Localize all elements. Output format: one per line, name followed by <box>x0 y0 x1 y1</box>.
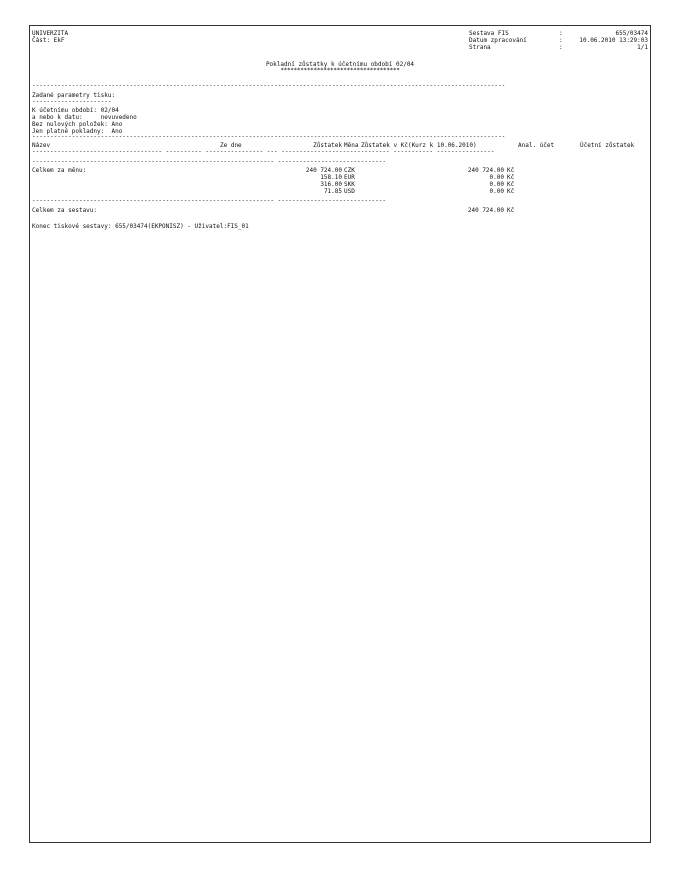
colon: : <box>559 30 563 37</box>
report-title: Pokladní zůstatky k účetnímu období 02/04 <box>265 61 415 68</box>
page-number: 1/1 <box>637 44 648 51</box>
report-label: Sestava FIS <box>469 30 509 37</box>
col-from-date: Ze dne <box>220 142 242 149</box>
param-line: Bez nulových položek: Ano <box>32 121 123 128</box>
org-name: UNIVERZITA <box>32 30 69 37</box>
separator: ----------------------------------------------------------------------------------------------------------------------------------- <box>32 83 506 89</box>
row-currency: CZK <box>344 167 355 174</box>
row-balance: 240 724.00 <box>305 167 342 174</box>
param-line: Jen platné pokladny: Ano <box>32 128 123 135</box>
report-page <box>29 25 651 843</box>
total-label: Celkem za sestavu: <box>32 207 98 214</box>
row-czk: 240 724.00 <box>467 167 504 174</box>
col-account-balance: Účetní zůstatek <box>580 142 635 149</box>
separator: ----------------------------------------------------------------------------------------------------------------------------------- <box>32 134 506 140</box>
title-underline: ************************************ <box>280 67 400 74</box>
row-currency: USD <box>344 188 355 195</box>
row-currency: EUR <box>344 174 355 181</box>
group-separator: ------------------------------------------------------------------- ------------------------------ <box>32 159 387 165</box>
col-balance-czk: Zůstatek v Kč(Kurz k 10.06.2010) <box>361 142 477 149</box>
row-czk: 0.00 <box>489 174 504 181</box>
row-unit: Kč <box>507 181 515 188</box>
params-heading-underline: ---------------------- <box>32 98 112 105</box>
param-line: K účetnímu období: 02/04 <box>32 107 119 114</box>
date-label: Datum zpracování <box>469 37 527 44</box>
colon: : <box>559 44 563 51</box>
row-balance: 158.10 <box>320 174 342 181</box>
col-currency: Měna <box>344 142 359 149</box>
report-number: 655/03474 <box>615 30 648 37</box>
row-currency: SKK <box>344 181 355 188</box>
row-unit: Kč <box>507 174 515 181</box>
org-unit: Část: EkF <box>32 37 65 44</box>
col-anal-account: Anal. účet <box>518 142 555 149</box>
column-underline: ------------------------------------ ---------- ---------------- --- ------------------------------ ----------- ---------------- <box>32 149 495 155</box>
colon: : <box>559 37 563 44</box>
total-separator: ------------------------------------------------------------------- ------------------------------ <box>32 198 387 204</box>
col-balance: Zůstatek <box>313 142 342 149</box>
group-label: Celkem za měnu: <box>32 167 87 174</box>
params-heading: Zadané parametry tisku: <box>32 92 116 99</box>
row-balance: 71.85 <box>323 188 342 195</box>
processing-date: 10.06.2010 13:29:03 <box>579 37 648 44</box>
row-balance: 316.00 <box>320 181 342 188</box>
total-czk: 240 724.00 <box>467 207 504 214</box>
row-czk: 0.00 <box>489 188 504 195</box>
page-label: Strana <box>469 44 491 51</box>
row-unit: Kč <box>507 188 515 195</box>
col-name: Název <box>32 142 51 149</box>
row-czk: 0.00 <box>489 181 504 188</box>
report-end: Konec tiskové sestavy: 655/03474(EKPONISZ) - Uživatel:FIS_01 <box>32 223 249 230</box>
param-line: a nebo k datu: nevuvedeno <box>32 114 137 121</box>
total-unit: Kč <box>507 207 515 214</box>
row-unit: Kč <box>507 167 515 174</box>
